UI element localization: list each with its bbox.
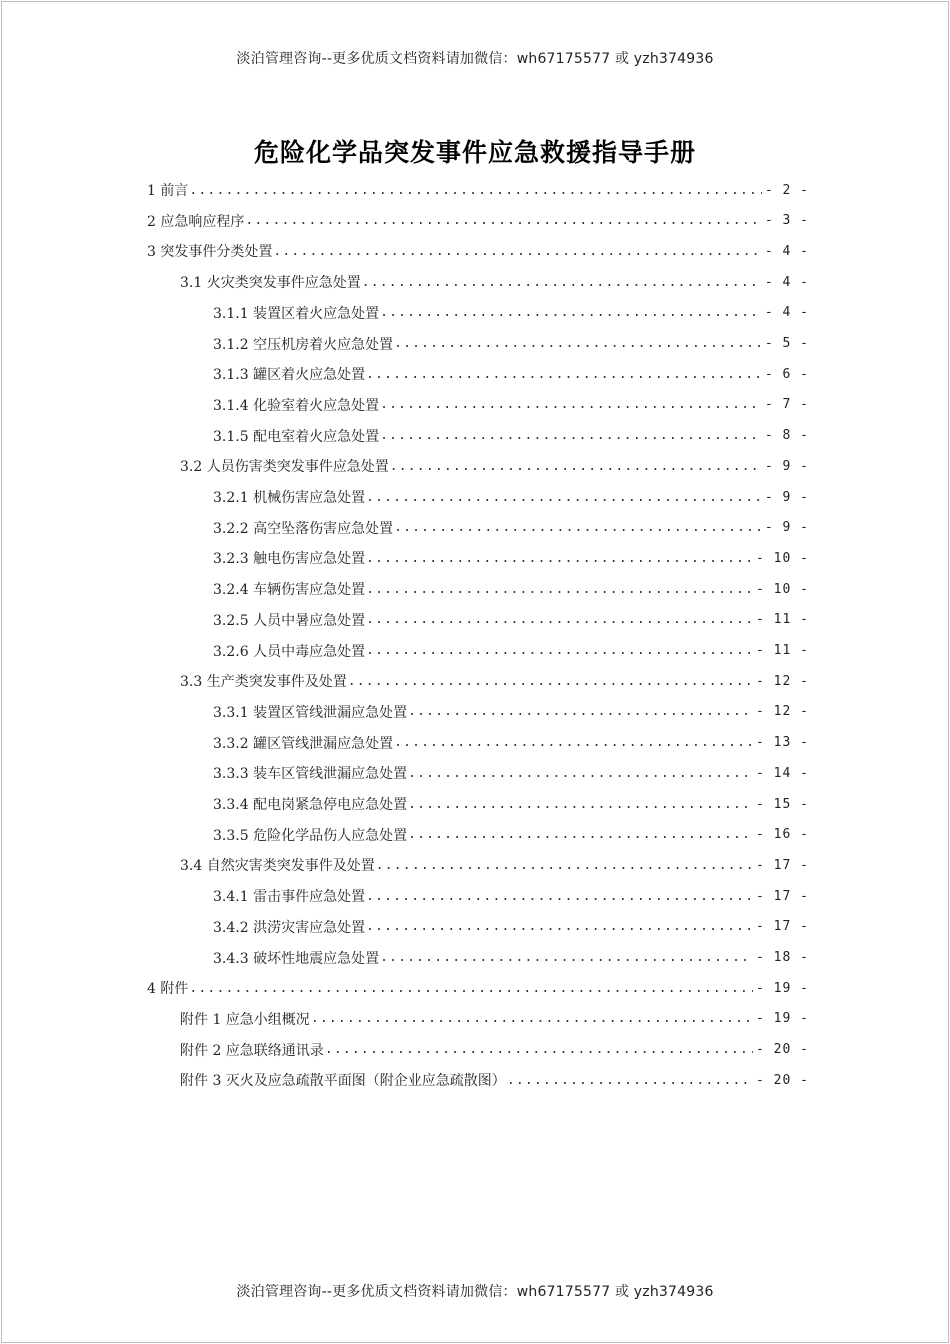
toc-entry[interactable] xyxy=(213,943,809,973)
toc-entry-page-number: - 10 - xyxy=(756,581,809,597)
toc-entry-label: 3.3.1 装置区管线泄漏应急处置 xyxy=(213,704,408,721)
toc-leader-dots xyxy=(408,797,753,812)
toc-entry-label: 3.1.1 装置区着火应急处置 xyxy=(213,305,380,322)
toc-entry-page-number: - 15 - xyxy=(756,796,809,812)
toc-entry[interactable] xyxy=(213,605,809,635)
toc-entry-page-number: - 19 - xyxy=(756,1011,809,1027)
toc-leader-dots xyxy=(366,889,753,904)
toc-entry-label: 3.2.6 人员中毒应急处置 xyxy=(213,643,366,660)
page-footer: 淡泊管理咨询--更多优质文档资料请加微信：wh67175577 或 yzh374936 xyxy=(236,1284,714,1300)
toc-entry-page-number: - 19 - xyxy=(756,980,809,996)
toc-leader-dots xyxy=(348,674,753,689)
toc-leader-dots xyxy=(189,183,762,198)
toc-entry-page-number: - 7 - xyxy=(764,397,809,413)
toc-entry[interactable] xyxy=(147,175,809,205)
toc-leader-dots xyxy=(408,827,753,842)
toc-entry[interactable] xyxy=(213,789,809,819)
toc-entry-label: 3.1.2 空压机房着火应急处置 xyxy=(213,336,394,353)
toc-entry-page-number: - 20 - xyxy=(756,1072,809,1088)
toc-leader-dots xyxy=(380,397,762,412)
toc-entry-label: 3.1.5 配电室着火应急处置 xyxy=(213,428,380,445)
toc-entry-page-number: - 8 - xyxy=(764,428,809,444)
toc-entry[interactable] xyxy=(213,758,809,788)
toc-leader-dots xyxy=(366,551,753,566)
document-page xyxy=(1,1,949,1343)
document-title: 危险化学品突发事件应急救援指导手册 xyxy=(253,138,696,167)
toc-entry-page-number: - 5 - xyxy=(764,336,809,351)
toc-entry-page-number: - 11 - xyxy=(756,612,809,628)
toc-entry[interactable] xyxy=(213,329,809,359)
toc-leader-dots xyxy=(390,459,762,474)
toc-entry-label: 3.2.1 机械伤害应急处置 xyxy=(213,490,366,506)
toc-entry-page-number: - 10 - xyxy=(756,550,809,566)
toc-entry-label: 3.3.5 危险化学品伤人应急处置 xyxy=(213,827,408,844)
toc-leader-dots xyxy=(394,520,762,535)
toc-entry-label: 1 前言 xyxy=(147,183,189,199)
toc-entry-label: 3.3.2 罐区管线泄漏应急处置 xyxy=(213,735,394,752)
toc-entry-label: 附件 3 灭火及应急疏散平面图（附企业应急疏散图） xyxy=(180,1073,506,1090)
toc-entry[interactable] xyxy=(213,574,809,604)
toc-leader-dots xyxy=(408,766,753,781)
toc-entry[interactable] xyxy=(213,820,809,850)
toc-entry[interactable] xyxy=(213,482,809,512)
toc-entry-label: 3.3.3 装车区管线泄漏应急处置 xyxy=(213,766,408,783)
toc-entry[interactable] xyxy=(147,236,809,266)
toc-entry-page-number: - 3 - xyxy=(764,213,809,229)
toc-leader-dots xyxy=(408,704,753,719)
toc-leader-dots xyxy=(366,367,762,382)
toc-entry[interactable] xyxy=(180,1035,809,1065)
page-header: 淡泊管理咨询--更多优质文档资料请加微信：wh67175577 或 yzh374936 xyxy=(236,51,714,67)
toc-leader-dots xyxy=(366,582,753,597)
toc-entry-label: 3.2.5 人员中暑应急处置 xyxy=(213,612,366,629)
toc-entry[interactable] xyxy=(180,1004,809,1034)
toc-entry-page-number: - 17 - xyxy=(756,888,809,904)
toc-entry[interactable] xyxy=(213,912,809,942)
toc-entry-page-number: - 9 - xyxy=(764,489,809,505)
toc-entry-label: 3.1.4 化验室着火应急处置 xyxy=(213,397,380,414)
toc-entry[interactable] xyxy=(213,421,809,451)
toc-entry-label: 3.4 自然灾害类突发事件及处置 xyxy=(180,858,375,875)
toc-entry-page-number: - 4 - xyxy=(764,305,809,321)
toc-entry[interactable] xyxy=(180,850,809,880)
toc-entry-label: 3.4.1 雷击事件应急处置 xyxy=(213,889,366,906)
toc-entry-label: 3.4.2 洪涝灾害应急处置 xyxy=(213,919,366,936)
toc-entry-label: 2 应急响应程序 xyxy=(147,213,245,230)
toc-entry[interactable] xyxy=(180,666,809,696)
toc-entry-label: 3.1.3 罐区着火应急处置 xyxy=(213,367,366,384)
toc-entry-page-number: - 13 - xyxy=(756,735,809,751)
toc-leader-dots xyxy=(366,919,753,934)
toc-entry-page-number: - 12 - xyxy=(756,673,809,689)
toc-leader-dots xyxy=(311,1011,753,1026)
toc-leader-dots xyxy=(394,735,753,750)
toc-leader-dots xyxy=(394,336,762,351)
toc-leader-dots xyxy=(245,213,762,228)
toc-entry-label: 附件 2 应急联络通讯录 xyxy=(180,1042,324,1059)
toc-entry-page-number: - 4 - xyxy=(764,274,809,290)
toc-entry-label: 3.3.4 配电岗紧急停电应急处置 xyxy=(213,797,408,813)
toc-leader-dots xyxy=(380,950,753,965)
toc-entry-label: 3.4.3 破坏性地震应急处置 xyxy=(213,950,380,967)
toc-entry-label: 3.2.4 车辆伤害应急处置 xyxy=(213,582,366,599)
toc-entry[interactable] xyxy=(213,513,809,543)
toc-entry-page-number: - 17 - xyxy=(756,919,809,935)
toc-leader-dots xyxy=(380,305,762,320)
toc-entry-page-number: - 6 - xyxy=(764,366,809,382)
toc-entry-label: 附件 1 应急小组概况 xyxy=(180,1011,310,1028)
toc-leader-dots xyxy=(189,981,753,996)
toc-leader-dots xyxy=(380,428,762,443)
toc-leader-dots xyxy=(366,612,753,627)
toc-entry-page-number: - 17 - xyxy=(756,857,809,873)
toc-entry[interactable] xyxy=(213,728,809,758)
toc-leader-dots xyxy=(366,643,753,658)
toc-entry-page-number: - 4 - xyxy=(764,243,809,259)
toc-entry-page-number: - 9 - xyxy=(764,520,809,536)
toc-entry-page-number: - 9 - xyxy=(764,458,809,474)
toc-entry-page-number: - 2 - xyxy=(764,182,809,198)
toc-entry[interactable] xyxy=(180,1065,809,1095)
toc-entry-label: 3.3 生产类突发事件及处置 xyxy=(180,674,347,691)
toc-entry-page-number: - 11 - xyxy=(756,643,809,658)
toc-entry[interactable] xyxy=(180,451,809,481)
toc-entry[interactable] xyxy=(213,636,809,666)
toc-leader-dots xyxy=(362,275,762,290)
toc-entry-label: 3.2 人员伤害类突发事件应急处置 xyxy=(180,459,389,476)
toc-entry-page-number: - 18 - xyxy=(756,950,809,965)
toc-entry-label: 4 附件 xyxy=(147,981,189,998)
toc-entry-page-number: - 20 - xyxy=(756,1042,809,1058)
toc-entry[interactable] xyxy=(213,390,809,420)
toc-entry-label: 3.2.2 高空坠落伤害应急处置 xyxy=(213,520,394,537)
toc-entry-label: 3.2.3 触电伤害应急处置 xyxy=(213,551,366,568)
toc-entry[interactable] xyxy=(213,359,809,389)
toc-entry[interactable] xyxy=(213,543,809,573)
toc-entry[interactable] xyxy=(213,697,809,727)
toc-leader-dots xyxy=(507,1073,753,1088)
toc-entry[interactable] xyxy=(147,206,809,236)
toc-entry[interactable] xyxy=(213,298,809,328)
toc-entry[interactable] xyxy=(213,881,809,911)
toc-leader-dots xyxy=(366,490,762,505)
toc-entry-page-number: - 14 - xyxy=(756,765,809,781)
toc-entry-label: 3.1 火灾类突发事件应急处置 xyxy=(180,275,361,292)
toc-entry-page-number: - 16 - xyxy=(756,827,809,843)
toc-entry-label: 3 突发事件分类处置 xyxy=(147,244,273,261)
toc-leader-dots xyxy=(376,858,753,873)
toc-entry[interactable] xyxy=(180,267,809,297)
toc-leader-dots xyxy=(273,244,762,259)
toc-leader-dots xyxy=(325,1042,753,1057)
toc-entry-page-number: - 12 - xyxy=(756,704,809,720)
toc-entry[interactable] xyxy=(147,973,809,1003)
